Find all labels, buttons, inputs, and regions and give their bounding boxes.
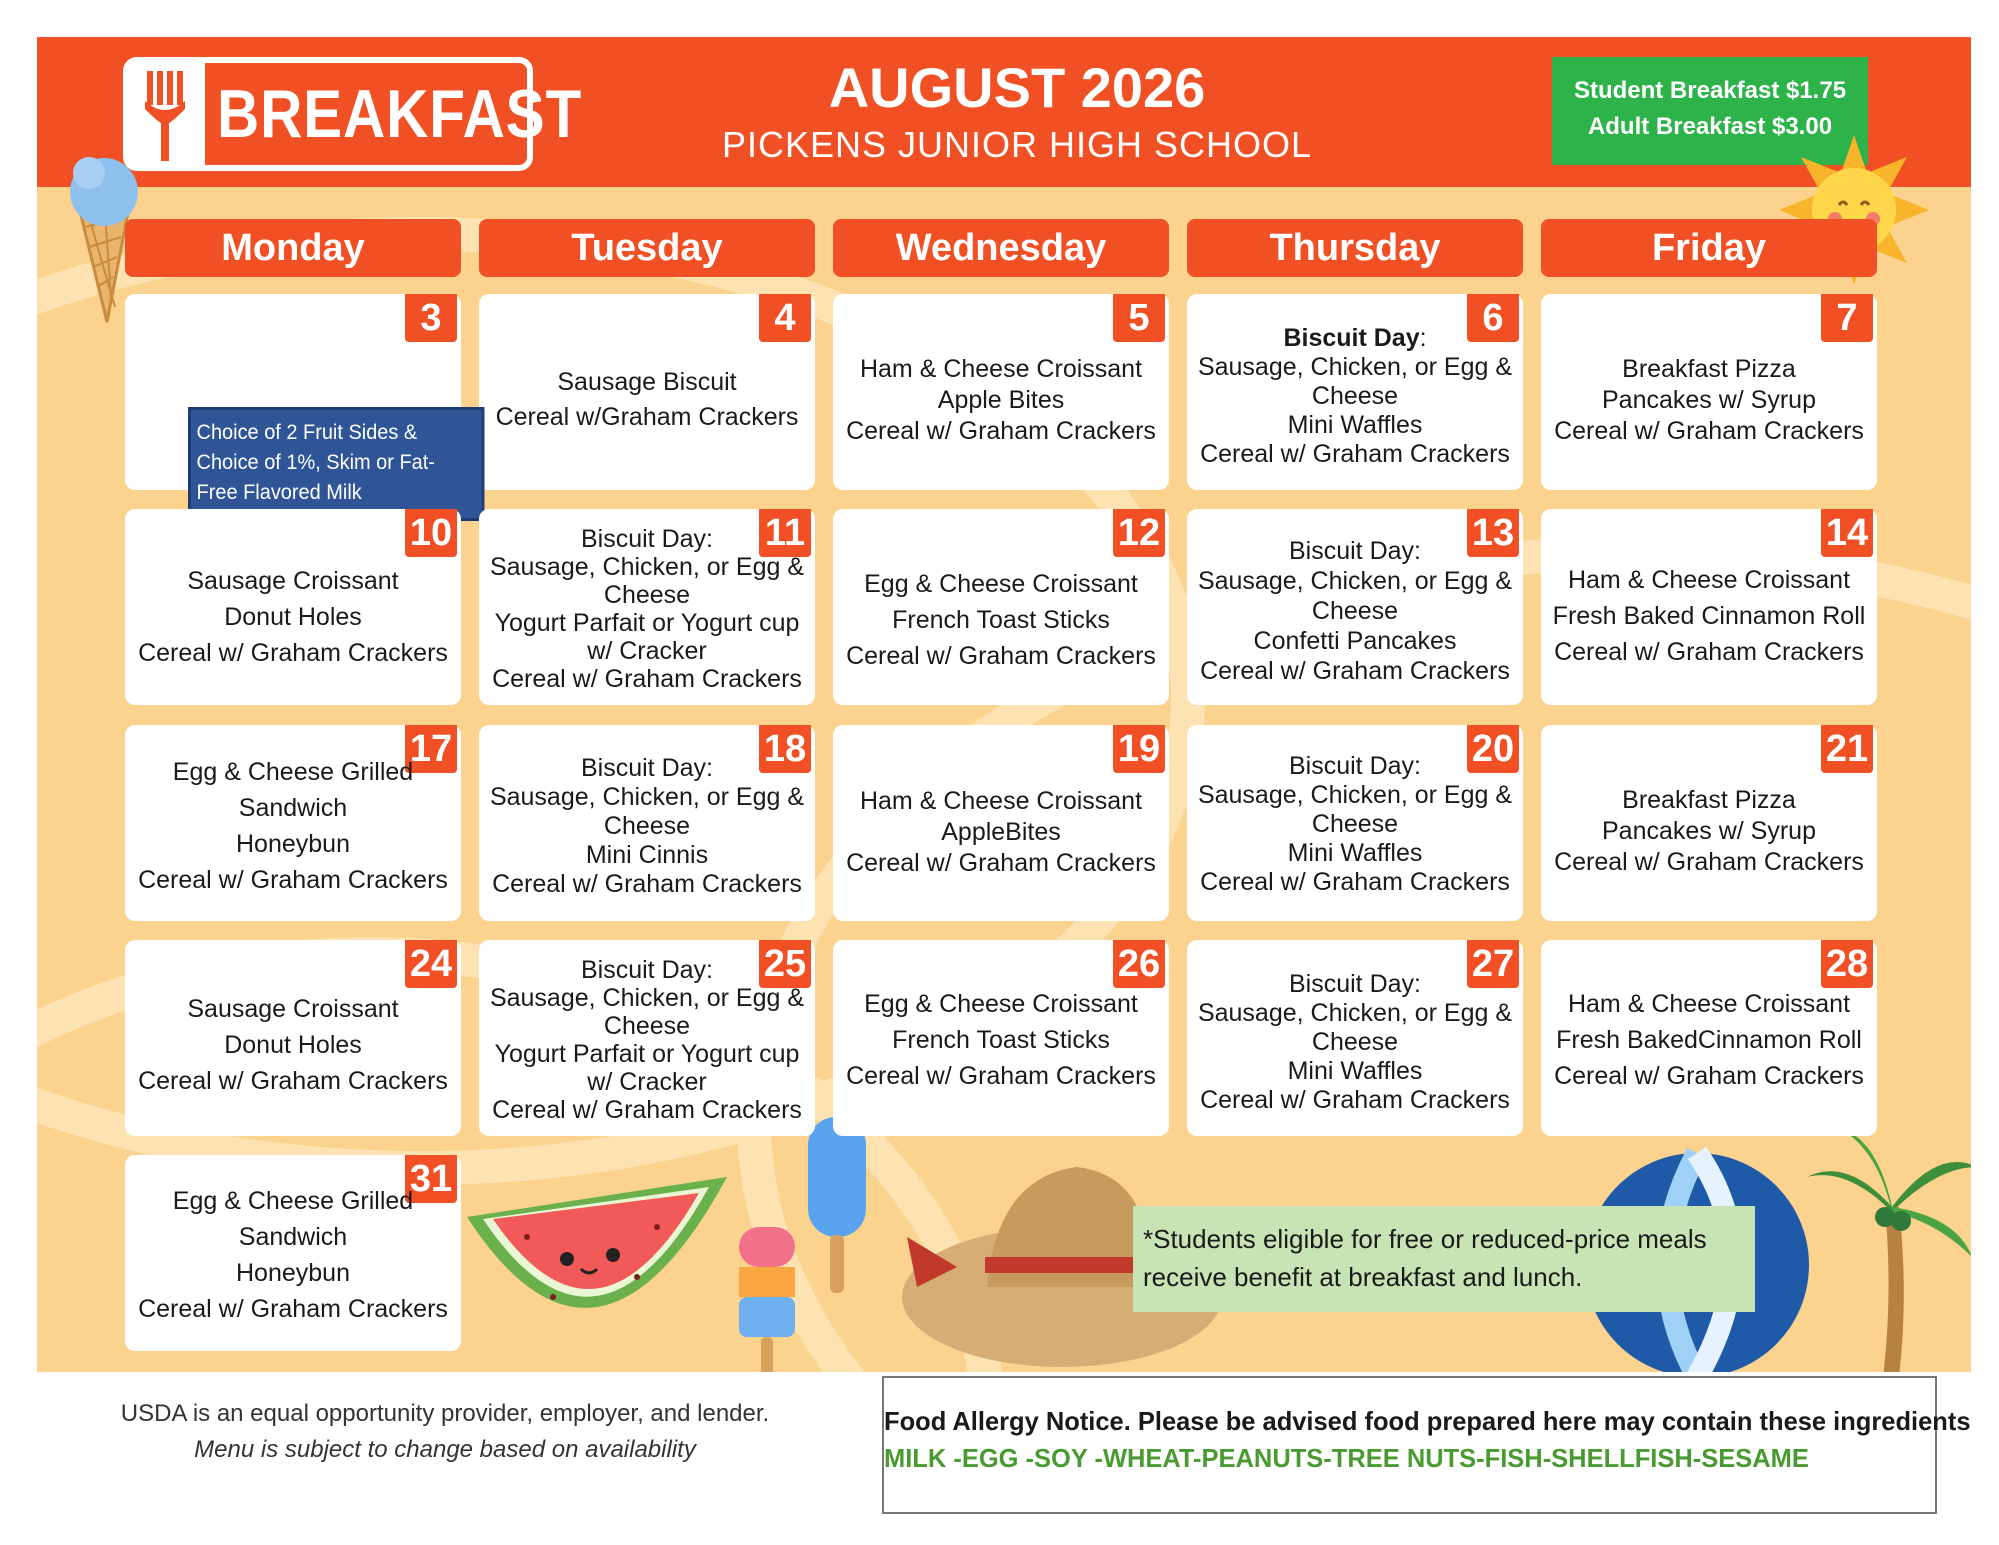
- menu-item: Cereal w/ Graham Crackers: [138, 639, 448, 667]
- menu-item: Sausage, Chicken, or Egg & Cheese: [1197, 780, 1513, 838]
- menu-item: Egg & Cheese Grilled Sandwich: [172, 758, 414, 822]
- menu-item: Cereal w/ Graham Crackers: [492, 665, 802, 693]
- day-cell: [1541, 940, 1877, 1136]
- menu-item: Biscuit Day:: [1289, 537, 1421, 565]
- allergy-heading: Food Allergy Notice. Please be advised food prepared here may contain these ingredients: [884, 1406, 1971, 1436]
- day-cell: [833, 294, 1169, 490]
- menu-item: Cereal w/ Graham Crackers: [1200, 439, 1510, 468]
- day-cell: [833, 725, 1169, 921]
- menu-item: Sausage, Chicken, or Egg & Cheese: [489, 984, 805, 1040]
- menu-item: Ham & Cheese Croissant: [1567, 990, 1851, 1018]
- day-header-tuesday: Tuesday: [479, 219, 815, 277]
- menu-item: Honeybun: [236, 830, 350, 858]
- usda-statement: [50, 1396, 840, 1468]
- menu-item: Cereal w/ Graham Crackers: [1554, 1062, 1864, 1090]
- menu-item: Sausage, Chicken, or Egg & Cheese: [1197, 998, 1513, 1056]
- menu-item: Pancakes w/ Syrup: [1602, 385, 1816, 414]
- day-header-thursday: Thursday: [1187, 219, 1523, 277]
- menu-item: Cereal w/ Graham Crackers: [1554, 638, 1864, 666]
- date-badge: 27: [1467, 940, 1519, 988]
- menu-item: Fresh BakedCinnamon Roll: [1556, 1026, 1862, 1054]
- day-cell: [479, 294, 815, 490]
- menu-item: French Toast Sticks: [892, 606, 1110, 634]
- menu-item: Mini Waffles: [1287, 410, 1423, 439]
- menu-item: Cereal w/Graham Crackers: [495, 403, 799, 431]
- heading-colon: :: [1419, 323, 1427, 352]
- day-cell: [833, 940, 1169, 1136]
- menu-item: Yogurt Parfait or Yogurt cup w/ Cracker: [494, 609, 800, 665]
- day-cell: [125, 1155, 461, 1351]
- menu-item: Breakfast Pizza: [1622, 354, 1796, 383]
- day-header-monday: Monday: [125, 219, 461, 277]
- menu-item: Cereal w/ Graham Crackers: [846, 642, 1156, 670]
- menu-item: Mini Cinnis: [585, 840, 709, 869]
- menu-item: Cereal w/ Graham Crackers: [138, 1295, 448, 1323]
- date-badge: 7: [1821, 294, 1873, 342]
- allergen-list: MILK -EGG -SOY -WHEAT-PEANUTS-TREE NUTS-FISH-SHELLFISH-SESAME: [884, 1443, 1809, 1473]
- palm-tree-icon: [1807, 1117, 1971, 1372]
- menu-item: Biscuit Day:: [581, 753, 713, 782]
- day-cell: [479, 725, 815, 921]
- date-badge: 11: [759, 509, 811, 557]
- date-badge: 21: [1821, 725, 1873, 773]
- date-badge: 20: [1467, 725, 1519, 773]
- day-cell: [125, 940, 461, 1136]
- menu-item: Sausage, Chicken, or Egg & Cheese: [1197, 567, 1513, 625]
- biscuit-day-heading: Biscuit Day: [1283, 323, 1420, 352]
- menu-item: Breakfast Pizza: [1622, 785, 1796, 814]
- adult-price: Adult Breakfast $3.00: [1587, 113, 1833, 140]
- menu-item: Biscuit Day:: [581, 956, 713, 984]
- date-badge: 18: [759, 725, 811, 773]
- logo-word: BREAKFAST: [217, 76, 583, 152]
- student-price: Student Breakfast $1.75: [1573, 77, 1847, 104]
- menu-item: Yogurt Parfait or Yogurt cup w/ Cracker: [494, 1040, 800, 1096]
- menu-change-note: Menu is subject to change based on availability: [194, 1436, 696, 1463]
- day-cell: [1187, 725, 1523, 921]
- menu-item: Mini Waffles: [1287, 1056, 1423, 1085]
- menu-item: Donut Holes: [224, 1031, 362, 1059]
- date-badge: 24: [405, 940, 457, 988]
- usda-line: USDA is an equal opportunity provider, employer, and lender.: [120, 1400, 770, 1427]
- menu-item: Sausage, Chicken, or Egg & Cheese: [1197, 352, 1513, 410]
- menu-title: AUGUST 2026: [828, 56, 1206, 119]
- day-header-wednesday: Wednesday: [833, 219, 1169, 277]
- day-cell: [833, 509, 1169, 705]
- day-cell: [1541, 725, 1877, 921]
- day-header-friday: Friday: [1541, 219, 1877, 277]
- menu-item: Biscuit Day:: [581, 525, 713, 553]
- day-cell: [1187, 509, 1523, 705]
- day-cell: [479, 940, 815, 1136]
- menu-item: Ham & Cheese Croissant: [859, 354, 1143, 383]
- menu-item: Egg & Cheese Grilled Sandwich: [172, 1187, 414, 1251]
- menu-item: Egg & Cheese Croissant: [864, 990, 1138, 1018]
- date-badge: 3: [405, 294, 457, 342]
- menu-item: Cereal w/ Graham Crackers: [492, 1096, 802, 1124]
- menu-item: Mini Waffles: [1287, 838, 1423, 867]
- menu-item: Cereal w/ Graham Crackers: [1200, 657, 1510, 685]
- date-badge: 25: [759, 940, 811, 988]
- date-badge: 6: [1467, 294, 1519, 342]
- menu-item: Pancakes w/ Syrup: [1602, 816, 1816, 845]
- menu-item: Cereal w/ Graham Crackers: [138, 1067, 448, 1095]
- menu-item: Cereal w/ Graham Crackers: [492, 869, 802, 898]
- blue-popsicle-icon: [792, 1117, 882, 1297]
- date-badge: 5: [1113, 294, 1165, 342]
- menu-item: Cereal w/ Graham Crackers: [846, 416, 1156, 445]
- day-cell: [479, 509, 815, 705]
- menu-item: Sausage Biscuit: [557, 368, 737, 396]
- menu-item: Cereal w/ Graham Crackers: [846, 1062, 1156, 1090]
- date-badge: 28: [1821, 940, 1873, 988]
- date-badge: 10: [405, 509, 457, 557]
- date-badge: 17: [405, 725, 457, 773]
- menu-item: Egg & Cheese Croissant: [864, 570, 1138, 598]
- menu-item: French Toast Sticks: [892, 1026, 1110, 1054]
- day-cell: [1541, 294, 1877, 490]
- menu-background: [37, 37, 1971, 1372]
- date-badge: 12: [1113, 509, 1165, 557]
- date-badge: 26: [1113, 940, 1165, 988]
- menu-item: Cereal w/ Graham Crackers: [846, 848, 1156, 877]
- day-cell: [125, 725, 461, 921]
- allergy-notice: [882, 1376, 1971, 1514]
- menu-item: Ham & Cheese Croissant: [1567, 566, 1851, 594]
- day-cell: [125, 509, 461, 705]
- date-badge: 13: [1467, 509, 1519, 557]
- day-cell: [1541, 509, 1877, 705]
- menu-item: Sausage Croissant: [187, 995, 399, 1023]
- menu-item: Cereal w/ Graham Crackers: [1200, 867, 1510, 896]
- menu-item: Confetti Pancakes: [1253, 627, 1457, 655]
- menu-item: Biscuit Day:: [1289, 969, 1421, 998]
- menu-item: Honeybun: [236, 1259, 350, 1287]
- menu-item: Cereal w/ Graham Crackers: [1200, 1085, 1510, 1114]
- benefit-note: *Students eligible for free or reduced-price meals receive benefit at breakfast and lunch.: [1133, 1206, 1755, 1312]
- milk-note: Choice of 2 Fruit Sides & Choice of 1%, Skim or Fat-Free Flavored Milk: [188, 407, 484, 521]
- menu-item: Ham & Cheese Croissant: [859, 786, 1143, 815]
- date-badge: 14: [1821, 509, 1873, 557]
- date-badge: 19: [1113, 725, 1165, 773]
- menu-item: Apple Bites: [937, 385, 1065, 414]
- watermelon-icon: [457, 1157, 737, 1357]
- date-badge: 31: [405, 1155, 457, 1203]
- menu-item: Sausage, Chicken, or Egg & Cheese: [489, 553, 805, 609]
- menu-item: Fresh Baked Cinnamon Roll: [1552, 602, 1866, 630]
- date-badge: 4: [759, 294, 811, 342]
- menu-item: Sausage Croissant: [187, 567, 399, 595]
- menu-item: Biscuit Day:: [1289, 751, 1421, 780]
- day-cell: [1187, 940, 1523, 1136]
- menu-item: Cereal w/ Graham Crackers: [1554, 416, 1864, 445]
- school-name: PICKENS JUNIOR HIGH SCHOOL: [721, 124, 1313, 165]
- menu-item: Cereal w/ Graham Crackers: [138, 866, 448, 894]
- menu-item: AppleBites: [941, 817, 1061, 846]
- day-cell: [1187, 294, 1523, 490]
- menu-item: Sausage, Chicken, or Egg & Cheese: [489, 782, 805, 840]
- menu-item: Cereal w/ Graham Crackers: [1554, 847, 1864, 876]
- breakfast-logo: [123, 57, 583, 171]
- menu-item: Donut Holes: [224, 603, 362, 631]
